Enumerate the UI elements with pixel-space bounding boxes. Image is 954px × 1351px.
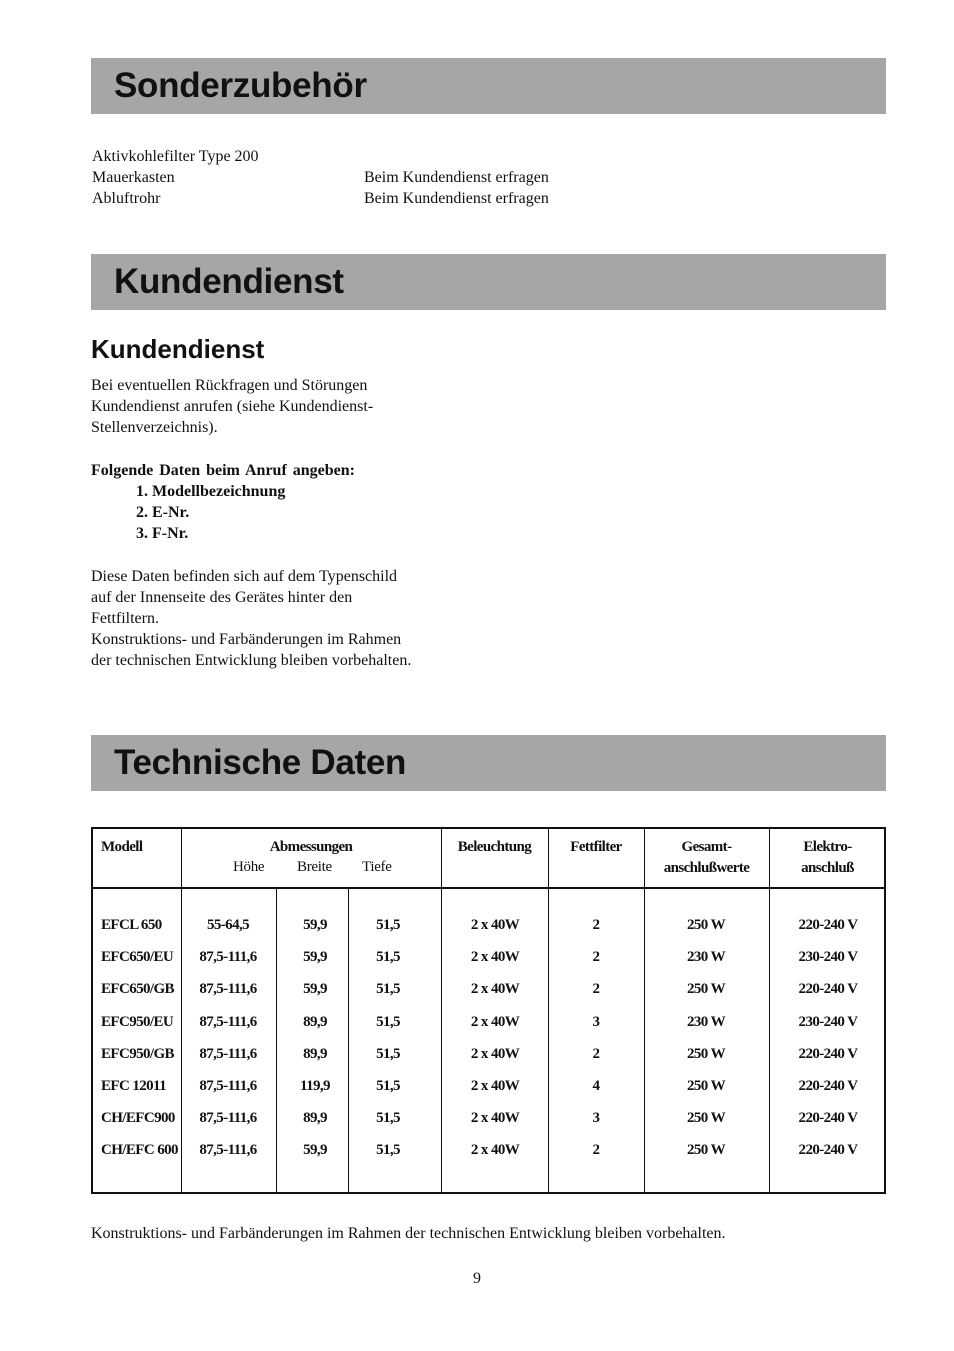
header-breite: Breite xyxy=(297,859,332,875)
column-divider xyxy=(441,829,442,1192)
cell-breite: 59,9 xyxy=(303,949,327,966)
cell-beleuchtung: 2 x 40W xyxy=(470,1142,520,1159)
cell-modell: EFC950/EU xyxy=(101,1013,174,1030)
cell-breite: 119,9 xyxy=(300,1078,330,1094)
cell-modell: EFC950/GB xyxy=(101,1045,174,1062)
cell-fettfilter: 3 xyxy=(592,1110,600,1127)
type-plate-paragraph xyxy=(91,566,411,671)
column-divider xyxy=(348,889,349,1192)
cell-beleuchtung: 2 x 40W xyxy=(470,1078,520,1094)
cell-beleuchtung: 2 x 40W xyxy=(470,1045,520,1062)
section-banner-kundendienst xyxy=(91,254,886,310)
cell-gesamtanschlusswert: 250 W xyxy=(687,1045,725,1062)
footnote: Konstruktions- und Farbänderungen im Rahmen der technischen Entwicklung bleiben vorbehalten. xyxy=(91,1225,726,1242)
header-line: Elektro- xyxy=(803,839,852,855)
column-divider xyxy=(276,889,277,1192)
accessory-name: Abluftrohr xyxy=(92,190,161,207)
header-gesamtanschlusswerte xyxy=(644,837,769,879)
header-hoehe: Höhe xyxy=(233,859,265,875)
list-item: 3. F-Nr. xyxy=(136,525,189,542)
accessory-note: Beim Kundendienst erfragen xyxy=(364,190,549,207)
accessory-note: Beim Kundendienst erfragen xyxy=(364,169,549,186)
section-banner-sonderzubehoer xyxy=(91,58,886,114)
cell-gesamtanschlusswert: 250 W xyxy=(687,917,725,933)
cell-gesamtanschlusswert: 230 W xyxy=(687,1013,725,1030)
text-line: Bei eventuellen Rückfragen und Störungen xyxy=(91,377,368,394)
cell-beleuchtung: 2 x 40W xyxy=(470,917,520,933)
cell-hoehe: 87,5-111,6 xyxy=(199,1013,257,1030)
header-elektroanschluss xyxy=(769,837,886,879)
text-line: der technischen Entwicklung bleiben vorbehalten. xyxy=(91,652,412,669)
subsection-title: Kundendienst xyxy=(91,334,265,364)
cell-breite: 59,9 xyxy=(303,1142,327,1159)
text-line: auf der Innenseite des Gerätes hinter den xyxy=(91,589,353,606)
section-title: Sonderzubehör xyxy=(114,66,367,105)
text-line: Kundendienst anrufen (siehe Kundendienst- xyxy=(91,398,374,415)
cell-gesamtanschlusswert: 230 W xyxy=(687,949,725,966)
cell-gesamtanschlusswert: 250 W xyxy=(687,981,725,998)
cell-tiefe: 51,5 xyxy=(376,1078,400,1094)
cell-beleuchtung: 2 x 40W xyxy=(470,949,520,966)
cell-hoehe: 55-64,5 xyxy=(206,917,250,933)
cell-fettfilter: 3 xyxy=(592,1013,600,1030)
cell-gesamtanschlusswert: 250 W xyxy=(687,1110,725,1127)
text-line: Diese Daten befinden sich auf dem Typenschild xyxy=(91,568,398,585)
cell-fettfilter: 2 xyxy=(592,949,600,966)
column-divider xyxy=(769,829,770,1192)
accessory-name: Aktivkohlefilter Type 200 xyxy=(92,148,259,165)
cell-modell: CH/EFC900 xyxy=(101,1110,175,1127)
cell-hoehe: 87,5-111,6 xyxy=(199,1045,257,1062)
cell-beleuchtung: 2 x 40W xyxy=(470,1110,520,1127)
header-fettfilter: Fettfilter xyxy=(570,839,622,855)
section-title: Kundendienst xyxy=(114,262,344,301)
cell-modell: EFC650/GB xyxy=(101,981,174,998)
cell-beleuchtung: 2 x 40W xyxy=(470,1013,520,1030)
cell-hoehe: 87,5-111,6 xyxy=(199,1142,257,1159)
cell-breite: 89,9 xyxy=(303,1013,327,1030)
cell-hoehe: 87,5-111,6 xyxy=(199,981,257,998)
cell-tiefe: 51,5 xyxy=(376,1142,400,1159)
header-tiefe: Tiefe xyxy=(362,859,392,875)
list-heading: Folgende Daten beim Anruf angeben: xyxy=(91,462,355,479)
page-number: 9 xyxy=(473,1270,481,1287)
accessory-row xyxy=(92,190,549,208)
cell-breite: 89,9 xyxy=(303,1045,327,1062)
accessory-name: Mauerkasten xyxy=(92,169,175,186)
technical-data-table xyxy=(91,827,886,1194)
list-item: 2. E-Nr. xyxy=(136,504,190,521)
cell-breite: 59,9 xyxy=(303,981,327,998)
cell-elektroanschluss: 220-240 V xyxy=(798,1078,858,1094)
cell-fettfilter: 2 xyxy=(592,1045,600,1062)
cell-hoehe: 87,5-111,6 xyxy=(199,1078,257,1094)
required-data-list xyxy=(136,481,285,544)
accessory-row xyxy=(92,148,259,166)
cell-fettfilter: 2 xyxy=(592,1142,600,1159)
cell-breite: 89,9 xyxy=(303,1110,327,1127)
section-title: Technische Daten xyxy=(114,743,407,782)
cell-modell: EFC 12011 xyxy=(101,1078,167,1094)
cell-fettfilter: 2 xyxy=(592,917,600,933)
cell-fettfilter: 4 xyxy=(592,1078,600,1094)
cell-fettfilter: 2 xyxy=(592,981,600,998)
cell-gesamtanschlusswert: 250 W xyxy=(687,1078,725,1094)
cell-modell: EFCL 650 xyxy=(101,917,162,933)
cell-elektroanschluss: 220-240 V xyxy=(798,981,858,998)
list-item: 1. Modellbezeichnung xyxy=(136,483,286,500)
cell-tiefe: 51,5 xyxy=(376,1013,400,1030)
cell-tiefe: 51,5 xyxy=(376,949,400,966)
column-divider xyxy=(181,829,182,1192)
text-line: Stellenverzeichnis). xyxy=(91,419,218,436)
header-modell: Modell xyxy=(101,839,143,855)
cell-modell: EFC650/EU xyxy=(101,949,174,966)
cell-elektroanschluss: 230-240 V xyxy=(798,1013,858,1030)
header-beleuchtung: Beleuchtung xyxy=(457,839,532,855)
cell-tiefe: 51,5 xyxy=(376,917,400,933)
cell-tiefe: 51,5 xyxy=(376,981,400,998)
service-paragraph xyxy=(91,375,373,438)
column-divider xyxy=(548,829,549,1192)
cell-elektroanschluss: 230-240 V xyxy=(798,949,858,966)
section-banner-technische-daten xyxy=(91,735,886,791)
cell-elektroanschluss: 220-240 V xyxy=(798,1142,858,1159)
cell-modell: CH/EFC 600 xyxy=(101,1142,178,1159)
cell-tiefe: 51,5 xyxy=(376,1045,400,1062)
cell-hoehe: 87,5-111,6 xyxy=(199,949,257,966)
cell-hoehe: 87,5-111,6 xyxy=(199,1110,257,1127)
header-line: anschluß xyxy=(801,860,854,876)
accessory-row xyxy=(92,169,549,187)
cell-tiefe: 51,5 xyxy=(376,1110,400,1127)
header-line: anschlußwerte xyxy=(663,860,750,876)
text-line: Fettfiltern. xyxy=(91,610,159,627)
cell-elektroanschluss: 220-240 V xyxy=(798,1045,858,1062)
cell-gesamtanschlusswert: 250 W xyxy=(687,1142,725,1159)
cell-elektroanschluss: 220-240 V xyxy=(798,1110,858,1127)
cell-beleuchtung: 2 x 40W xyxy=(470,981,520,998)
text-line: Konstruktions- und Farbänderungen im Rahmen xyxy=(91,631,402,648)
cell-breite: 59,9 xyxy=(303,917,327,933)
header-divider xyxy=(93,887,884,889)
cell-elektroanschluss: 220-240 V xyxy=(798,917,858,933)
header-line: Gesamt- xyxy=(681,839,732,855)
column-divider xyxy=(644,829,645,1192)
header-abmessungen: Abmessungen xyxy=(269,839,353,855)
